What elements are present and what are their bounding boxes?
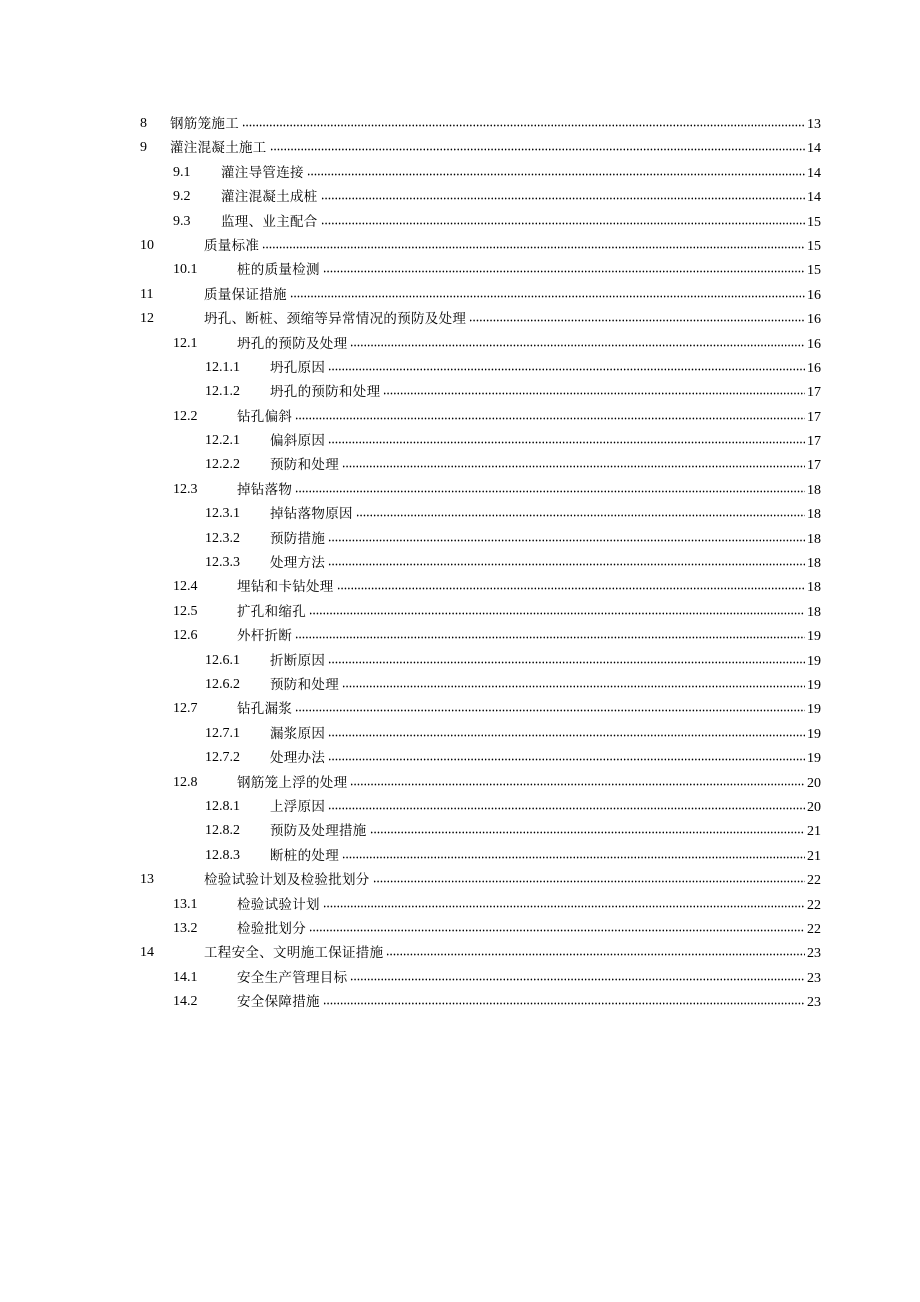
toc-entry-page-number: 16 — [807, 336, 821, 352]
toc-entry[interactable] — [0, 649, 920, 673]
toc-entry-page-number: 19 — [807, 751, 821, 767]
toc-entry-page-number: 22 — [807, 873, 821, 889]
toc-entry-page-number: 23 — [807, 995, 821, 1011]
toc-entry[interactable] — [0, 307, 920, 331]
toc-entry-number: 12.3.2 — [205, 530, 240, 546]
toc-entry-title: 上浮原因 — [270, 798, 326, 815]
table-of-contents — [0, 112, 920, 1014]
toc-entry-title: 灌注导管连接 — [221, 164, 304, 181]
dot-leader — [328, 661, 805, 664]
toc-entry[interactable] — [0, 234, 920, 258]
toc-entry-page-number: 17 — [807, 385, 821, 401]
toc-entry-title: 坍孔原因 — [270, 359, 326, 376]
toc-entry-number: 12.1.1 — [205, 359, 240, 375]
dot-leader — [323, 905, 805, 908]
toc-entry-page-number: 19 — [807, 653, 821, 669]
toc-entry[interactable] — [0, 624, 920, 648]
toc-entry-title: 检验批划分 — [237, 920, 306, 937]
toc-entry[interactable] — [0, 210, 920, 234]
toc-entry-number: 12.8.1 — [205, 798, 240, 814]
dot-leader — [342, 685, 805, 688]
toc-entry-line — [221, 214, 821, 231]
toc-entry-number: 12.7.1 — [205, 725, 240, 741]
toc-entry[interactable] — [0, 161, 920, 185]
toc-entry-page-number: 17 — [807, 434, 821, 450]
toc-entry-page-number: 22 — [807, 921, 821, 937]
toc-entry-page-number: 18 — [807, 604, 821, 620]
toc-entry-line — [270, 360, 821, 377]
toc-entry-number: 12.2.2 — [205, 457, 240, 473]
dot-leader — [383, 392, 805, 395]
toc-entry-line — [270, 433, 821, 450]
toc-entry[interactable] — [0, 941, 920, 965]
toc-entry-number: 9.2 — [173, 189, 191, 205]
toc-entry-number: 12.4 — [173, 579, 198, 595]
toc-entry-page-number: 17 — [807, 409, 821, 425]
toc-entry[interactable] — [0, 405, 920, 429]
toc-entry-page-number: 14 — [807, 165, 821, 181]
toc-entry-title: 坍孔、断桩、颈缩等异常情况的预防及处理 — [204, 311, 467, 328]
toc-entry-title: 质量保证措施 — [204, 286, 287, 303]
dot-leader — [290, 295, 805, 298]
toc-entry-number: 12.6 — [173, 628, 198, 644]
toc-entry-number: 8 — [140, 116, 147, 131]
toc-entry-line — [204, 311, 821, 328]
toc-entry-title: 断桩的处理 — [270, 847, 339, 864]
toc-entry-line — [170, 116, 821, 133]
toc-entry-number: 12.6.2 — [205, 676, 240, 692]
toc-entry-page-number: 23 — [807, 970, 821, 986]
dot-leader — [309, 612, 805, 615]
toc-entry[interactable] — [0, 722, 920, 746]
toc-entry-page-number: 21 — [807, 848, 821, 864]
dot-leader — [321, 197, 805, 200]
toc-entry[interactable] — [0, 966, 920, 990]
toc-entry-number: 14 — [140, 945, 154, 961]
dot-leader — [242, 124, 805, 127]
toc-entry-page-number: 19 — [807, 702, 821, 718]
toc-entry-page-number: 16 — [807, 312, 821, 328]
toc-entry-line — [237, 628, 821, 645]
toc-entry[interactable] — [0, 746, 920, 770]
toc-entry-page-number: 15 — [807, 238, 821, 254]
toc-entry-number: 13.2 — [173, 920, 198, 936]
toc-entry[interactable] — [0, 844, 920, 868]
toc-entry-line — [270, 799, 821, 816]
toc-entry[interactable] — [0, 453, 920, 477]
toc-entry-title: 埋钻和卡钻处理 — [237, 579, 334, 596]
toc-entry-line — [237, 579, 821, 596]
toc-entry-title: 偏斜原因 — [270, 433, 326, 450]
toc-entry-title: 坍孔的预防及处理 — [237, 335, 348, 352]
toc-entry-number: 12.3.3 — [205, 555, 240, 571]
dot-leader — [262, 246, 805, 249]
dot-leader — [323, 1002, 805, 1005]
dot-leader — [309, 929, 805, 932]
dot-leader — [270, 148, 805, 151]
toc-entry-number: 14.2 — [173, 994, 198, 1010]
toc-entry-page-number: 18 — [807, 482, 821, 498]
dot-leader — [350, 344, 805, 347]
toc-entry-title: 钢筋笼施工 — [170, 116, 239, 132]
dot-leader — [328, 539, 805, 542]
toc-entry-number: 12.6.1 — [205, 652, 240, 668]
toc-entry-page-number: 20 — [807, 775, 821, 791]
dot-leader — [321, 222, 805, 225]
toc-entry-line — [204, 238, 821, 255]
dot-leader — [307, 173, 805, 176]
dot-leader — [386, 953, 805, 956]
toc-entry-number: 12.1.2 — [205, 384, 240, 400]
toc-entry-line — [204, 945, 821, 962]
toc-entry-title: 预防措施 — [270, 530, 326, 547]
toc-entry-number: 12.8 — [173, 774, 198, 790]
dot-leader — [328, 734, 805, 737]
toc-entry-title: 质量标准 — [204, 237, 260, 254]
toc-entry-number: 11 — [140, 286, 154, 302]
toc-entry-line — [237, 262, 821, 279]
dot-leader — [342, 465, 805, 468]
toc-entry[interactable] — [0, 673, 920, 697]
toc-entry-title: 预防和处理 — [270, 676, 339, 693]
toc-entry-line — [237, 897, 821, 914]
toc-entry-line — [237, 604, 821, 621]
dot-leader — [295, 417, 805, 420]
toc-entry[interactable] — [0, 527, 920, 551]
dot-leader — [373, 880, 805, 883]
toc-entry[interactable] — [0, 283, 920, 307]
toc-entry-page-number: 17 — [807, 458, 821, 474]
toc-entry-page-number: 22 — [807, 897, 821, 913]
toc-entry-line — [237, 701, 821, 718]
toc-entry[interactable] — [0, 868, 920, 892]
toc-entry[interactable] — [0, 380, 920, 404]
toc-entry-number: 13.1 — [173, 896, 198, 912]
toc-entry-page-number: 18 — [807, 580, 821, 596]
toc-entry-title: 钢筋笼上浮的处理 — [237, 774, 348, 791]
toc-entry-page-number: 19 — [807, 677, 821, 693]
dot-leader — [328, 441, 805, 444]
toc-entry-title: 检验试验计划及检验批划分 — [204, 872, 370, 889]
toc-entry[interactable] — [0, 258, 920, 282]
toc-entry-page-number: 18 — [807, 531, 821, 547]
toc-entry-page-number: 18 — [807, 507, 821, 523]
toc-entry[interactable] — [0, 478, 920, 502]
toc-entry-line — [237, 482, 821, 499]
toc-entry-page-number: 19 — [807, 726, 821, 742]
toc-entry-number: 12.7.2 — [205, 750, 240, 766]
toc-entry-title: 预防及处理措施 — [270, 823, 367, 840]
dot-leader — [469, 319, 805, 322]
toc-entry-line — [221, 189, 821, 206]
toc-entry[interactable] — [0, 819, 920, 843]
dot-leader — [350, 978, 805, 981]
toc-entry-number: 12.2 — [173, 408, 198, 424]
toc-entry-title: 灌注混凝土施工 — [170, 140, 267, 157]
dot-leader — [295, 636, 805, 639]
toc-entry-line — [237, 775, 821, 792]
dot-leader — [323, 270, 805, 273]
toc-entry-number: 12 — [140, 311, 154, 327]
toc-entry-line — [237, 994, 821, 1011]
toc-entry-number: 9.1 — [173, 164, 191, 180]
toc-entry-title: 检验试验计划 — [237, 896, 320, 913]
toc-entry-title: 监理、业主配合 — [221, 213, 318, 230]
toc-entry[interactable] — [0, 917, 920, 941]
toc-entry-page-number: 16 — [807, 287, 821, 303]
toc-entry[interactable] — [0, 429, 920, 453]
dot-leader — [342, 856, 805, 859]
toc-entry-number: 13 — [140, 872, 154, 888]
toc-entry-line — [170, 140, 821, 157]
toc-entry-title: 处理方法 — [270, 555, 326, 572]
toc-entry-line — [270, 677, 821, 694]
toc-entry-number: 12.7 — [173, 701, 198, 717]
toc-entry-title: 安全保障措施 — [237, 994, 320, 1011]
toc-entry[interactable] — [0, 112, 920, 136]
toc-entry-page-number: 16 — [807, 360, 821, 376]
toc-entry-title: 钻孔漏浆 — [237, 701, 293, 718]
dot-leader — [337, 587, 805, 590]
toc-entry-number: 12.3 — [173, 481, 198, 497]
toc-entry-line — [204, 872, 821, 889]
toc-entry-line — [270, 384, 821, 401]
toc-entry-line — [270, 653, 821, 670]
toc-entry[interactable] — [0, 600, 920, 624]
dot-leader — [328, 368, 805, 371]
toc-entry-line — [237, 409, 821, 426]
toc-entry-number: 12.1 — [173, 335, 198, 351]
toc-entry-line — [270, 555, 821, 572]
toc-entry-page-number: 13 — [807, 117, 821, 132]
toc-entry-title: 处理办法 — [270, 750, 326, 767]
toc-entry[interactable] — [0, 551, 920, 575]
toc-entry-number: 9.3 — [173, 213, 191, 229]
toc-entry-page-number: 14 — [807, 190, 821, 206]
toc-entry-number: 14.1 — [173, 969, 198, 985]
toc-entry[interactable] — [0, 332, 920, 356]
toc-entry-page-number: 19 — [807, 629, 821, 645]
toc-entry-number: 9 — [140, 140, 147, 156]
toc-entry-line — [237, 970, 821, 987]
toc-entry-line — [204, 287, 821, 304]
toc-entry-number: 12.3.1 — [205, 506, 240, 522]
toc-entry-title: 掉钻落物原因 — [270, 506, 353, 523]
toc-entry[interactable] — [0, 771, 920, 795]
toc-entry-title: 外杆折断 — [237, 628, 293, 645]
toc-entry-page-number: 21 — [807, 824, 821, 840]
toc-entry-page-number: 20 — [807, 799, 821, 815]
toc-entry-line — [270, 506, 821, 523]
toc-entry-number: 12.8.2 — [205, 823, 240, 839]
toc-entry-number: 10.1 — [173, 262, 198, 278]
toc-entry-page-number: 18 — [807, 556, 821, 572]
toc-entry-line — [237, 336, 821, 353]
toc-entry-line — [270, 457, 821, 474]
toc-entry-title: 钻孔偏斜 — [237, 408, 293, 425]
toc-entry-title: 预防和处理 — [270, 457, 339, 474]
dot-leader — [295, 709, 805, 712]
toc-entry-number: 12.5 — [173, 603, 198, 619]
toc-entry[interactable] — [0, 893, 920, 917]
dot-leader — [328, 807, 805, 810]
toc-entry[interactable] — [0, 795, 920, 819]
toc-entry-line — [270, 726, 821, 743]
toc-entry-page-number: 23 — [807, 946, 821, 962]
toc-entry[interactable] — [0, 502, 920, 526]
toc-entry[interactable] — [0, 575, 920, 599]
toc-entry-number: 10 — [140, 237, 154, 253]
toc-entry-page-number: 15 — [807, 263, 821, 279]
toc-entry-page-number: 15 — [807, 214, 821, 230]
toc-entry-line — [221, 165, 821, 182]
toc-entry-title: 坍孔的预防和处理 — [270, 384, 381, 401]
toc-entry-line — [270, 750, 821, 767]
toc-entry-title: 折断原因 — [270, 652, 326, 669]
toc-entry-title: 掉钻落物 — [237, 481, 293, 498]
toc-entry-line — [237, 921, 821, 938]
toc-entry-page-number: 14 — [807, 141, 821, 157]
toc-entry[interactable] — [0, 136, 920, 160]
toc-entry-title: 灌注混凝土成桩 — [221, 189, 318, 206]
toc-entry-title: 桩的质量检测 — [237, 262, 320, 279]
toc-entry-number: 12.2.1 — [205, 433, 240, 449]
toc-entry[interactable] — [0, 185, 920, 209]
toc-entry-number: 12.8.3 — [205, 847, 240, 863]
dot-leader — [328, 563, 805, 566]
toc-entry-title: 工程安全、文明施工保证措施 — [204, 945, 384, 962]
dot-leader — [356, 514, 805, 517]
toc-entry-title: 安全生产管理目标 — [237, 969, 348, 986]
dot-leader — [295, 490, 805, 493]
toc-entry-line — [270, 531, 821, 548]
toc-entry[interactable] — [0, 356, 920, 380]
dot-leader — [350, 783, 805, 786]
dot-leader — [328, 758, 805, 761]
toc-entry-line — [270, 823, 821, 840]
toc-entry-title: 漏浆原因 — [270, 725, 326, 742]
toc-entry[interactable] — [0, 990, 920, 1014]
dot-leader — [370, 831, 805, 834]
toc-entry[interactable] — [0, 697, 920, 721]
toc-entry-line — [270, 848, 821, 865]
toc-entry-title: 扩孔和缩孔 — [237, 603, 306, 620]
